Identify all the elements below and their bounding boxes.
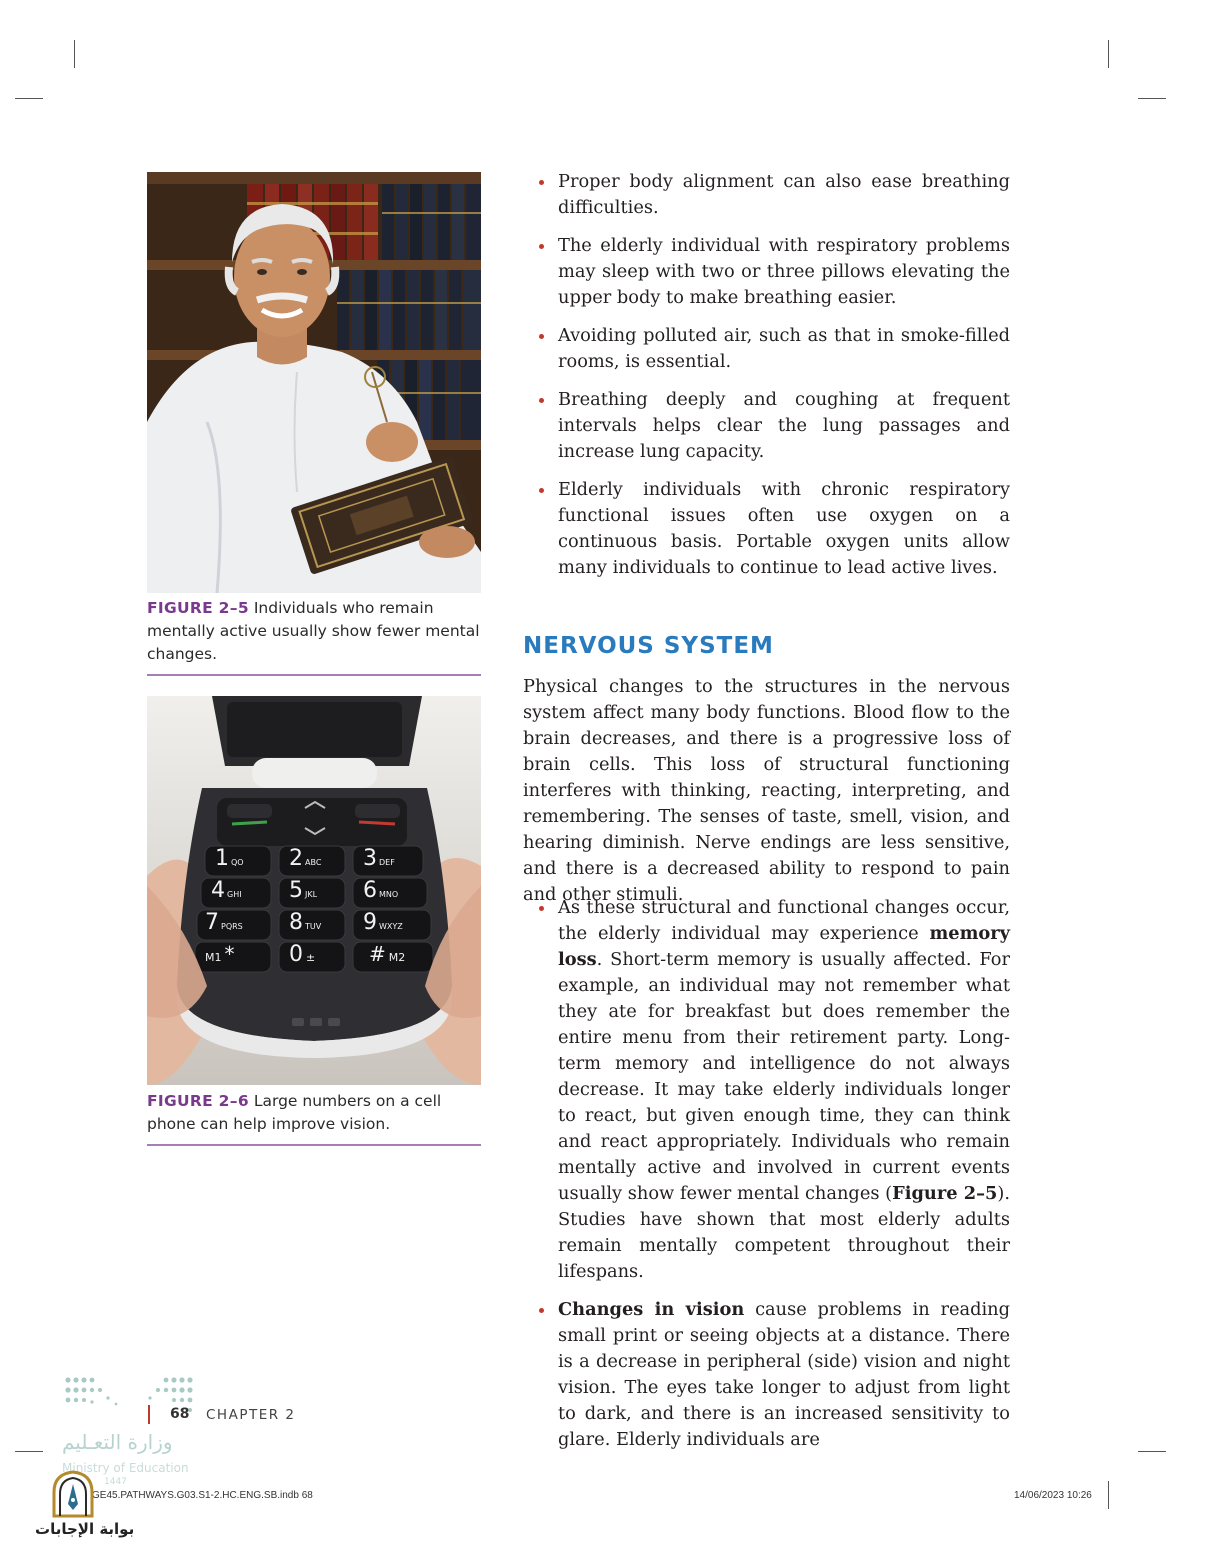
- phone-key: 4 GHI: [211, 878, 242, 903]
- page-number: 68: [170, 1406, 190, 1422]
- crop-mark: [15, 1451, 43, 1452]
- phone-key: 7 PQRS: [205, 910, 243, 935]
- respiratory-bullets: [523, 169, 1010, 593]
- figure-2-6-photo: [147, 696, 481, 1085]
- ministry-name-arabic: وزارة التعـليم: [62, 1430, 173, 1454]
- chapter-label: CHAPTER 2: [206, 1407, 296, 1423]
- file-slug: GE45.PATHWAYS.G03.S1-2.HC.ENG.SB.indb 68: [92, 1490, 313, 1501]
- crop-mark: [15, 98, 43, 99]
- ministry-name-english: Ministry of Education: [62, 1461, 189, 1475]
- figure-reference: Figure 2–5: [892, 1183, 998, 1204]
- crop-mark: [1138, 1451, 1166, 1452]
- phone-key: 6 MNO: [363, 878, 399, 903]
- crop-mark: [1138, 98, 1166, 99]
- caption-rule: [147, 1144, 481, 1146]
- answers-gate-logo: [48, 1470, 98, 1518]
- caption-text: Individuals who remain mentally active usually show fewer mental changes.: [147, 599, 480, 663]
- bullet-item: Breathing deeply and coughing at frequent intervals helps clear the lung passages and increase lung capacity.: [523, 387, 1010, 465]
- bullet-item: The elderly individual with respiratory problems may sleep with two or three pillows elevating the upper body to make breathing easier.: [523, 233, 1010, 311]
- figure-2-5-photo: [147, 172, 481, 593]
- ministry-year: 1447: [104, 1477, 127, 1487]
- phone-key: 0 ±: [289, 942, 316, 967]
- key-term: Changes in vision: [558, 1299, 745, 1320]
- phone-key: M1 *: [205, 942, 235, 966]
- phone-key: 1 QO: [215, 846, 244, 871]
- nervous-system-intro: [523, 674, 1010, 908]
- bullet-item: Elderly individuals with chronic respiratory functional issues often use oxygen on a continuous basis. Portable oxygen units allow many individuals to continue to lead active lives.: [523, 477, 1010, 581]
- bullet-item: Proper body alignment can also ease breathing difficulties.: [523, 169, 1010, 221]
- phone-keypad: [147, 696, 481, 1085]
- caption-text: Large numbers on a cell phone can help improve vision.: [147, 1092, 442, 1133]
- print-timestamp: 14/06/2023 10:26: [1014, 1490, 1092, 1501]
- key-term: memory loss: [558, 923, 1010, 970]
- figure-number: FIGURE 2–5: [147, 599, 249, 617]
- phone-key: 3 DEF: [363, 846, 395, 871]
- page-number-marker: [148, 1405, 150, 1424]
- crop-mark: [74, 40, 75, 68]
- phone-key: 2 ABC: [289, 846, 322, 871]
- figure-number: FIGURE 2–6: [147, 1092, 249, 1110]
- bullet-vision: Changes in vision cause problems in reading small print or seeing objects at a distance. There is a decrease in peripheral (side) vision and night vision. The eyes take longer to adjust from light to dark, and there is an increased sensitivity to glare. Elderly individuals are: [523, 1297, 1010, 1453]
- watermark-text: بوابة الإجابات: [35, 1520, 135, 1538]
- intro-paragraph: Physical changes to the structures in the nervous system affect many body functions. Blood flow to the brain decreases, and there is a progressive loss of brain cells. This loss of structural functioning interferes with thinking, reacting, interpreting, and remembering. The senses of taste, smell, vision, and hearing diminish. Nerve endings are less sensitive, and there is a decreased ability to respond to pain and other stimuli.: [523, 676, 1010, 905]
- phone-key: 5 JKL: [289, 878, 318, 903]
- phone-key: # M2: [369, 942, 406, 966]
- section-heading: NERVOUS SYSTEM: [523, 633, 774, 659]
- nervous-system-bullets: [523, 895, 1010, 1465]
- phone-key: 9 WXYZ: [363, 910, 403, 935]
- crop-mark: [1108, 40, 1109, 68]
- bullet-item: Avoiding polluted air, such as that in smoke-filled rooms, is essential.: [523, 323, 1010, 375]
- elderly-man-illustration: [147, 172, 481, 593]
- figure-2-6-caption: [147, 1090, 483, 1136]
- caption-rule: [147, 674, 481, 676]
- bullet-memory-loss: As these structural and functional changes occur, the elderly individual may experience memory loss. Short-term memory is usually affected. For example, an individual may not remember what they ate for breakfast but does remember the entire menu from their retirement party. Long-term memory and intelligence do not always decrease. It may take elderly individuals longer to react, but given enough time, they can think and react appropriately. Individuals who remain mentally active and involved in current events usually show fewer mental changes (Figure 2–5). Studies have shown that most elderly adults remain mentally competent throughout their lifespans.: [523, 895, 1010, 1285]
- crop-mark: [1108, 1481, 1109, 1509]
- phone-key: 8 TUV: [289, 910, 322, 935]
- figure-2-5-caption: [147, 597, 483, 666]
